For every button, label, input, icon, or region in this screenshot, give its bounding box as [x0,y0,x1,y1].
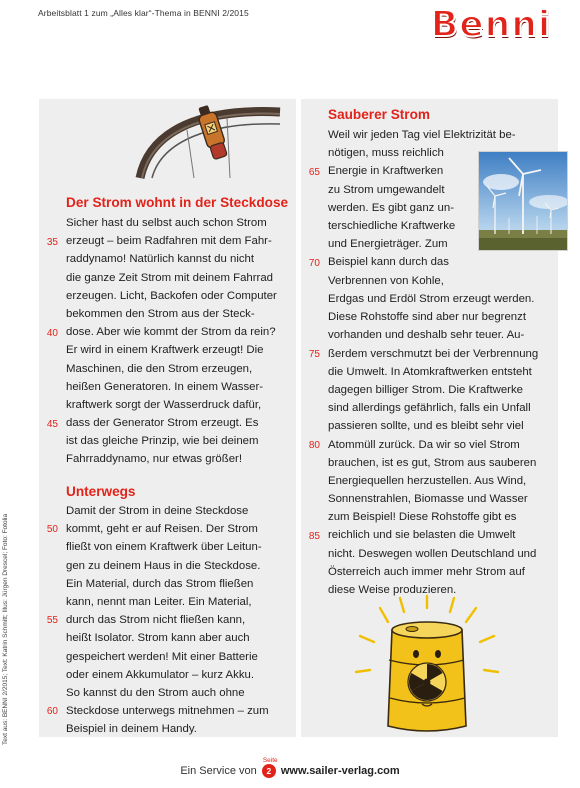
bicycle-dynamo-illustration [132,100,282,180]
text-line: terschiedliche Kraftwerke [328,219,456,232]
radioactive-barrel-illustration [352,594,502,740]
text-line: Beispiel kann durch das [328,256,449,269]
text-line: Damit der Strom in deine Steckdose [66,505,249,517]
line-number: 65 [308,167,320,178]
section-body-unterwegs [66,502,269,738]
line-number: 50 [46,524,58,535]
text-line: brauchen, ist es gut, Strom aus sauberen [328,456,537,469]
text-line: nicht. Deswegen wollen Deutschland und [328,547,537,560]
text-line: oder einem Akkumulator – kurz Akku. [66,668,255,681]
website-link[interactable]: www.sailer-verlag.com [280,764,400,777]
text-line: zum Beispiel! Diese Rohstoffe gibt es [328,511,517,524]
text-line: Österreich auch immer mehr Strom auf [328,565,525,578]
line-number: 80 [308,440,320,451]
text-line: Sonnenstrahlen, Biomasse und Wasser [328,493,528,506]
text-line: raddynamo! Natürlich kannst du nicht [66,253,255,266]
text-line: Weil wir jeden Tag viel Elektrizität be- [328,129,516,141]
wind-turbines-photo [478,151,568,251]
worksheet-header: Arbeitsblatt 1 zum „Alles klar“-Thema in BENNI 2/2015 [38,8,249,18]
page-number: 2 [266,766,272,776]
section-title-sauberer-strom: Sauberer Strom [328,107,430,122]
text-line: und Energieträger. Zum [328,238,448,251]
text-line: fließt von einem Kraftwerk über Leitun- [66,541,262,554]
text-line: Beispiel in deinem Handy. [66,723,197,736]
text-line: ist das gleiche Prinzip, wie bei deinem [66,435,259,448]
text-line: passieren sollte, und es bleibt sehr viel [328,420,524,433]
text-line: kommt, geht er auf Reisen. Der Strom [66,523,258,536]
text-line: Maschinen, die den Strom erzeugen, [66,362,253,375]
text-line: dagegen billiger Strom. Die Kraftwerke [328,383,523,396]
text-line: Fahrraddynamo, nur etwas größer! [66,453,242,466]
text-line: zu Strom umgewandelt [328,183,445,196]
text-line: vorhanden und deshalb sehr teuer. Au- [328,329,525,342]
text-line: dass der Generator Strom erzeugt. Es [66,417,259,430]
text-line: Ein Material, durch das Strom fließen [66,577,254,590]
line-number: 60 [46,706,58,717]
section-title-steckdose: Der Strom wohnt in der Steckdose [66,195,289,210]
page-label: Seite [262,757,278,764]
text-line: Er wird in einem Kraftwerk erzeugt! Die [66,344,264,357]
footer-prefix: Ein Service von [180,764,257,777]
text-line: ßerdem verschmutzt bei der Verbrennung [328,347,539,360]
text-line: heißen Generatoren. In einem Wasser- [66,380,264,393]
line-number: 45 [46,419,58,430]
text-line: bekommen den Strom aus der Steck- [66,307,255,320]
line-number: 55 [46,615,58,626]
text-line: gespeichert werden! Mit einer Batterie [66,650,258,663]
text-line: Energie in Kraftwerken [328,165,444,178]
text-line: durch das Strom nicht fließen kann, [66,614,246,627]
text-line: reichlich und sie belasten die Umwelt [328,529,516,542]
image-credit: Text aus: BENNI 2/2015; Text: Katrin Schmitt; Illus: Jürgen Drescel; Foto: Fotolia [2,513,9,745]
text-line: Diese Rohstoffe sind aber nur begrenzt [328,311,526,324]
page-number-badge [262,757,278,778]
text-line: erzeugt – beim Radfahren mit dem Fahr- [66,235,272,248]
line-number: 35 [46,237,58,248]
line-number: 75 [308,349,320,360]
text-line: die ganze Zeit Strom mit deinem Fahrrad [66,271,274,284]
line-number: 70 [308,258,320,269]
text-line: werden. Es gibt ganz un- [328,201,455,214]
text-line: Verbrennen von Kohle, [328,274,444,287]
footer [0,757,580,778]
text-line: Energiequellen herzustellen. Aus Wind, [328,474,527,487]
text-line: dose. Aber wie kommt der Strom da rein? [66,326,276,339]
text-line: So kannst du den Strom auch ohne [66,686,245,699]
text-line: diese Weise produzieren. [328,584,457,596]
section-body-steckdose [66,214,277,469]
section-body-sauberer-strom-bottom [328,290,538,599]
text-line: gen zu deinem Haus in die Steckdose. [66,559,261,572]
text-line: Sicher hast du selbst auch schon Strom [66,217,267,229]
text-line: Erdgas und Erdöl Strom erzeugt werden. [328,293,535,305]
line-number: 85 [308,531,320,542]
text-line: Steckdose unterwegs mitnehmen – zum [66,705,269,718]
text-line: nötigen, muss reichlich [328,147,444,160]
logo-text: Benni [430,4,552,45]
text-line: kraftwerk sorgt der Wasserdruck dafür, [66,398,262,411]
text-line: sind allerdings gefährlich, falls ein Unfall [328,402,531,415]
benni-logo [422,4,560,46]
section-title-unterwegs: Unterwegs [66,484,136,499]
text-line: heißt Isolator. Strom kann aber auch [66,632,250,645]
text-line: die Umwelt. In Atomkraftwerken entsteht [328,365,532,378]
text-line: kann, nennt man Leiter. Ein Material, [66,595,252,608]
text-line: Atommüll zurück. Da wir so viel Strom [328,438,520,451]
text-line: erzeugen. Licht, Backofen oder Computer [66,289,277,302]
line-number: 40 [46,328,58,339]
